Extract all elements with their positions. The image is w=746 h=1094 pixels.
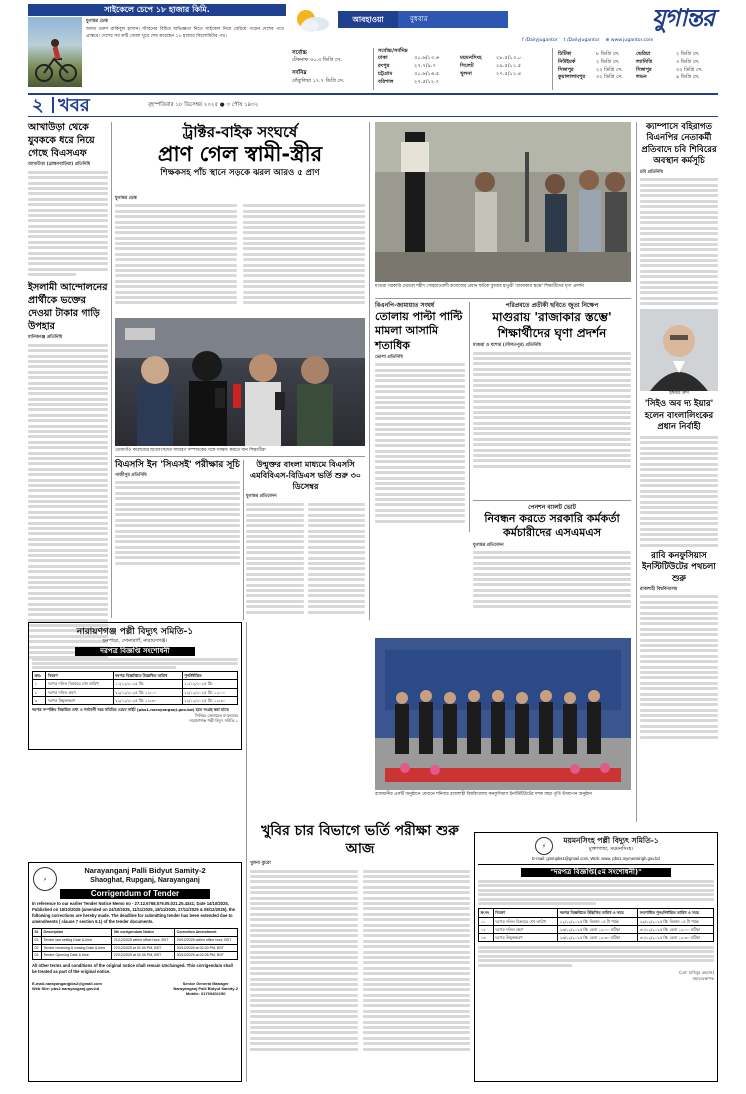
ad2-logo: ⚡ [33, 867, 57, 891]
world-city-name: ভেরিয়া [636, 51, 651, 57]
city-name: বরিশাল [378, 79, 394, 86]
ad3-email: E-mail: gmmpbs1@gmail.com, Web: www. pbs1.mymensingh.gov.bd [478, 856, 714, 865]
story10-title: রাবি কনফুসিয়াস ইনস্টিটিউটের পথচলা শুরু [642, 550, 716, 584]
story1-title: আখাউড়া থেকে যুবককে ধরে নিয়ে গেছে বিএসএফ [28, 122, 95, 159]
world-temps [558, 51, 718, 81]
ceremony-photo [375, 638, 631, 790]
ceo-caption: ইঙ্গমার দ্রুস [669, 391, 689, 397]
ad1-signer: সিনিয়র জেনারেল ম্যানেজার নারায়ণগঞ্জ পল্লী বিদ্যুৎ সমিতি-১ [189, 712, 238, 724]
ad2-org: Narayanganj Palli Bidyut Samity-2 [84, 866, 206, 875]
table-cell: Tender Opening Date & time [41, 952, 111, 960]
table-cell: ২২/১২/২০২৫ খ্রি: ১২:০০ [113, 688, 182, 696]
city-grid [378, 55, 548, 86]
story5-byline: ভোলা প্রতিনিধি [375, 354, 403, 360]
city-temp: ২৭.৭/৯.৭ [414, 63, 436, 70]
story8-byline: চবি প্রতিনিধি [640, 169, 664, 175]
ad1-title [75, 647, 195, 656]
story2-byline: মানিকগঞ্জ প্রতিনিধি [28, 335, 63, 341]
table-cell: ২২/১২/২০২৫ খ্রি: ১২:৩০ [113, 696, 182, 704]
story4-title: উন্মুক্তর বাংলা মাধ্যমে বিএসসি এমবিবিএস-বিডিএস ভর্তি শুরু ৩০ ডিসেম্বর [249, 460, 362, 491]
temps-head: সর্বোচ্চ/সর্বনিম্ন [378, 48, 408, 54]
ad3-table [478, 908, 714, 942]
table-cell: 22/12/2025 at 02.05 PM, BST [112, 952, 175, 960]
photo2-caption: মাগুরা সরকারি মেডেল শহীদ সোহরাওয়ার্দী কলেজের প্রধান ফটকে বুধবার হাতুরী 'রাজাকার স্তম্ভে' শিক্ষার্থীদের ঘৃণা প্রদর্শন [375, 284, 584, 289]
table-cell: দরপত্র দলিল গ্রহণ [46, 688, 113, 696]
story6-title: মাগুরায় 'রাজাকার স্তম্ভে' শিক্ষার্থীদের ঘৃণা প্রদর্শন [492, 310, 612, 340]
story3-byline: গাজীপুর প্রতিনিধি [115, 472, 147, 478]
promo-title-bar [28, 4, 286, 16]
story4-byline: যুগান্তর প্রতিবেদন [246, 494, 277, 500]
table-row [479, 933, 714, 941]
table-cell: Tender receiving & closing Date & time [41, 944, 111, 952]
table-cell: ৩ [33, 696, 46, 704]
table-cell: 21/12/2025 within office hour, BST [112, 936, 175, 944]
table-header-cell: বিবরণ [46, 672, 113, 680]
world-city-name: ল্যানিতি [636, 58, 653, 65]
world-city-temp: ৮ ডিগ্রি সে. [596, 51, 620, 57]
max-value: টেকনাফ ৩০.৩ ডিগ্রি সে. [292, 57, 342, 64]
social-row [522, 38, 718, 44]
city-name: ঢাকা [378, 55, 388, 62]
story2-title: ইসলামী আন্দোলনের প্রার্থীকে ভক্তের দেওয়া টাকার গাড়ি উপহার [28, 282, 108, 332]
story1-body [28, 171, 108, 276]
table-header-row [479, 909, 714, 917]
story10-byline: রাজশাহী বিশ্ববিদ্যালয় [640, 587, 678, 593]
section-name: খবর [58, 95, 90, 116]
ad2-table [32, 928, 238, 960]
table-cell: 02 [33, 944, 42, 952]
city-name: চট্টগ্রাম [378, 71, 393, 78]
table-row [33, 680, 238, 688]
day-label-text: বুধবার [410, 15, 428, 23]
table-cell: দরপত্র দলিল গ্রহণ [493, 925, 557, 933]
table-cell: 01 [33, 936, 42, 944]
facebook-icon[interactable]: f /DailyJugantor [522, 38, 558, 43]
table-cell: ১১/১২/২০২৫ খ্রি: [113, 680, 182, 688]
table-cell: 22/12/2025 at 02.00 PM, BST [112, 944, 175, 952]
ad2-intro: In reference to our earlier Tender Notice Memo no - 27.12.6768.579.05.021.25.4341; Date 14/10/2025, Published on 15/10/2025 (amended on 24/10/2025, 11/11/2025, 18/11/2025, 27/11/2025 & 08/12/2025), the following corrections are hereby made. The deadline for submitting tender has been extended due to amendments ( clause 7 section 6.1) of the tender documents. [32, 901, 235, 924]
table-cell: 03 [33, 952, 42, 960]
lead-kicker: ট্রাক্টর-বাইক সংঘর্ষে [182, 123, 298, 141]
story3-title: বিএসসি ইন 'সিএসই' পরীক্ষার সূচি [115, 460, 240, 470]
story7-title: নিবন্ধন করতে সরকারি কর্মকর্তা কর্মচারীদের এসএমএস [484, 512, 620, 540]
table-row [479, 925, 714, 933]
sun-cloud-icon [292, 6, 332, 34]
table-header-cell: Correction Amendment [175, 928, 238, 936]
promo-text: অদম্য তরুণ রাকিবুল হাসান। জীবনের বিচিত্র অভিজ্ঞতা নিতে সাইকেল নিয়ে বেরিয়ে পড়েন দেশের পথে প্রান্তরে। দেশের সব কটি জেলা ঘুরে শেষ করেছেন ১৮ হাজার কিলোমিটার পথ। [86, 27, 284, 40]
weather-table [290, 48, 718, 90]
table-cell: ০৩ [479, 933, 494, 941]
city-name: রংপুর [378, 63, 390, 70]
date-line: বৃহস্পতিবার ১৮ ডিসেম্বর ২০২৫ ● ৩ পৌষ ১৪৩২ [148, 102, 259, 108]
ad3-title [521, 868, 671, 877]
lead-byline: যুগান্তর ডেস্ক [115, 196, 137, 201]
ad1-note: দরপত্র সম্পর্কিত বিস্তারিত তথ্য ও শর্তাবলী অত্র সমিতির ওয়েব সাইট (pbs1.narayanganj.gov.bd) হতে সংগ্রহ করা যাবে। [32, 706, 230, 712]
city-temps [378, 48, 548, 86]
web-icon[interactable]: ⊕ www.jugantor.com [605, 38, 654, 43]
world-city-name: কুয়ালালামপুর [558, 74, 586, 81]
story6-kicker: পরিপ্রবতে প্রতীকী ছবিতে জুতা নিক্ষেপ [505, 302, 599, 309]
photo3-caption: রাজধানীর একটি অনুষ্ঠানে যেখানে শনিবার রাজশাহী বিশ্ববিদ্যালয় কনফুসিয়াস ইনস্টিটিউটের দশক বছর পূর্তি উদযাপন অনুষ্ঠান [375, 792, 592, 797]
press-crowd-photo [115, 318, 365, 446]
lead-subtitle: শিক্ষকসহ পাঁচ স্থানে সড়কে ঝরল আরও ৫ প্রাণ [160, 168, 320, 179]
story7 [473, 504, 631, 614]
lead-story [115, 122, 365, 179]
ad-narayanganj-pbs2 [28, 862, 242, 1082]
world-city-temp: ৩২ ডিগ্রি সে. [676, 66, 703, 73]
table-row [33, 936, 238, 944]
table-row [33, 944, 238, 952]
table-cell: ০১ [479, 917, 494, 925]
table-cell: ২২/১২/২০২৫ খ্রি: ১২:০০ [182, 688, 237, 696]
table-cell: ২ [33, 688, 46, 696]
city-name: খুলনা [460, 71, 472, 78]
world-city-temp: ৩২ ডিগ্রি সে. [596, 74, 623, 81]
story5 [375, 302, 465, 532]
weather-label [338, 11, 398, 28]
story6-byline: মাগুরা ও যশোর (দৌলতপুর) প্রতিনিধি [473, 343, 541, 349]
world-city-name: লন্ডন [636, 74, 647, 81]
promo-byline: যুগান্তর ডেস্ক [86, 19, 108, 24]
story9-title: 'সিইও অব দ্য ইয়ার' হলেন বাংলালিংকের প্রধান নির্বাহী [644, 399, 714, 433]
ad3-signer: (মো: হাবিবুর রহমান) মহাব্যবস্থাপক [679, 969, 714, 981]
lead-title: প্রাণ গেল স্বামী-স্ত্রীর [157, 142, 323, 167]
right-column [640, 122, 718, 822]
protest-photo [375, 122, 631, 282]
world-city-temp: ৩ ডিগ্রি সে. [676, 58, 700, 65]
photo1-caption: তেজগাঁও কলেজের ছাত্রসংসদের সাধারণ সম্পাদকের সঙ্গে সাক্ষাৎ করতে যান শিক্ষার্থীরা [115, 448, 266, 453]
table-header-cell: Sl. [33, 928, 42, 936]
ad2-address: Shaoghat, Rupganj, Narayanganj [90, 877, 200, 885]
table-header-cell: Description [41, 928, 111, 936]
weather-header [290, 3, 718, 43]
world-city-temp: ২২ ডিগ্রি সে. [596, 66, 623, 73]
story6 [473, 302, 631, 502]
table-cell: ১ [33, 680, 46, 688]
story5-title: তোলায় পাল্টা পাল্টি মামলা আসামি শতাধিক [375, 310, 463, 352]
city-name: ময়মনসিংহ [460, 55, 482, 62]
table-row [479, 917, 714, 925]
ceo-portrait-photo [640, 309, 718, 391]
ad3-org: ময়মনসিংহ পল্লী বিদ্যুৎ সমিতি-১ [563, 836, 659, 845]
story11 [250, 822, 470, 1084]
city-temp: ৩০.৬/১৩.৬ [414, 55, 440, 62]
city-temp: ২৭.৫/১২.৭ [414, 79, 440, 86]
ad1-title-text: দরপত্র বিজ্ঞপ্তি সংশোধনী [100, 646, 170, 655]
ad3-logo: ⚡ [535, 837, 553, 855]
table-header-cell: পুনর্নির্ধারিত [182, 672, 237, 680]
table-cell: ৩০/১২/২০২৫ খ্রি: বেলা ১২:৩০ ঘটিকা [638, 933, 714, 941]
table-header-row [33, 928, 238, 936]
table-row [33, 696, 238, 704]
ad2-outro: All other terms and conditions of the original notice shall remain Unchanged. This corrigendum shall be treated as part of the original notice. [32, 963, 233, 974]
ad2-title [60, 889, 210, 900]
world-city-temp: ২ ডিগ্রি সে. [596, 58, 620, 65]
table-header-cell: দরপত্র বিজ্ঞপ্তিতে উল্লেখিত তারিখ [113, 672, 182, 680]
table-header-cell: সংশোধিত পুনঃনির্ধারিত তারিখ ও সময় [638, 909, 714, 917]
table-cell: ২৩/১২/২০২৫ খ্রি: বেলা ১২:০০ ঘটিকা [558, 925, 638, 933]
table-cell: ২২/১২/২০২৫ খ্রি: বিকাল ০৫ টা পর্যন্ত [558, 917, 638, 925]
table-cell: ২৯/১২/২০২৫ খ্রি: বিকাল ০৫ টা পর্যন্ত [638, 917, 714, 925]
table-cell: Tender last selling Date & time [41, 936, 111, 944]
ad2-web: Web Site: pbs2.narayanganj.gov.bd [32, 985, 100, 991]
max-label: সর্বোচ্চ [292, 50, 307, 56]
page-number: ২ [32, 95, 44, 116]
weather-label-text: আবহাওয়া [352, 15, 384, 24]
table-cell: দরপত্র দলিল বিক্রয়ের শেষ তারিখ [46, 680, 113, 688]
left-column [28, 122, 108, 618]
logo: যুগান্তর [651, 3, 714, 32]
table-cell: দরপত্র দলিল বিক্রয়ের শেষ তারিখ [493, 917, 557, 925]
table-header-cell: ক্রম: [33, 672, 46, 680]
table-cell: দরপত্র উন্মুক্তকরণ [46, 696, 113, 704]
ad1-address: চনপাড়া, সোনারগাঁ, নারায়ণগঞ্জ। [102, 638, 168, 645]
city-temp: ২৯.৫/১২.৫ [496, 63, 522, 70]
table-cell: ২৩/১২/২০২৫ খ্রি: বেলা ১২:৩০ ঘটিকা [558, 933, 638, 941]
day-label [398, 11, 508, 28]
promo-title: সাইকেলে চেপে ১৮ হাজার কিমি. [104, 5, 210, 14]
table-header-cell: দরপত্র বিজ্ঞপ্তিতে উল্লিখিত তারিখ ও সময় [558, 909, 638, 917]
world-city-temp: ২ ডিগ্রি সে. [676, 51, 700, 57]
table-header-cell: ক্র.নং [479, 909, 494, 917]
fb-handle: /DailyJugantor [525, 38, 558, 43]
world-city-temp: ৯ ডিগ্রি সে. [676, 74, 700, 81]
page-strip [28, 93, 718, 117]
table-cell: ২২/১২/২০২৫ খ্রি: ১২:৩০ [182, 696, 237, 704]
twitter-icon[interactable]: t /DailyJugantor [563, 38, 600, 43]
ad1-table [32, 671, 238, 705]
table-cell: 29/12/2025 within office hour, BST [175, 936, 238, 944]
ad2-signer: Senior General Manager Narayanganj Palli Bidyut Samity-2 Mobile: 01769402150 [173, 980, 238, 997]
world-city-name: সিঙ্গাপুর [636, 66, 652, 73]
story4 [246, 460, 365, 620]
world-city-name: সিঙ্গাপুর [558, 66, 574, 73]
table-header-row [33, 672, 238, 680]
table-cell: ২১/১২/২০২৫ খ্রি: [182, 680, 237, 688]
website-link: www.jugantor.com [610, 38, 654, 43]
promo-box [28, 4, 286, 87]
table-header-cell: বিবরণ [493, 909, 557, 917]
table-cell: 30/12/2025 at 02.00 PM, BST [175, 944, 238, 952]
table-cell: 30/12/2025 at 02.05 PM, BST [175, 952, 238, 960]
ad3-title-text: "দরপত্র বিজ্ঞপ্তি(৫ম সংশোধনী)" [550, 867, 642, 876]
ad2-email: E-mail-narayanganjpbs2@gmail.com [32, 980, 102, 986]
story7-kicker: পেনশন ব্যালট ভোট [528, 504, 576, 511]
story3 [115, 460, 240, 570]
story11-byline: খুলনা ব্যুরো [250, 861, 271, 867]
min-label: সর্বনিম্ন [292, 70, 307, 77]
ad1-org: নারায়ণগঞ্জ পল্লী বিদ্যুৎ সমিতি-১ [76, 627, 194, 637]
table-row [33, 952, 238, 960]
table-header-cell: 5th corrigendum Notice [112, 928, 175, 936]
masthead [28, 4, 718, 91]
city-temp: ২৮.৫/১৩.০ [496, 55, 522, 62]
table-cell: দরপত্র উন্মুক্তকরণ [493, 933, 557, 941]
lead-body [115, 196, 365, 314]
story5-kicker: বিএনপি-জামায়াত সংঘর্ষ [375, 302, 435, 309]
world-city-name: ঢিটিকা [558, 51, 572, 57]
tw-handle: /DailyJugantor [566, 38, 600, 43]
table-cell: ০২ [479, 925, 494, 933]
city-temp: ৩০.৬/১৬.৫ [414, 71, 440, 78]
ad-narayanganj-pbs1 [28, 622, 242, 750]
story8-title: ক্যাম্পাসে বহিরাগত বিএনপির নেতাকর্মী প্রতিবাদে চবি শিবিরের অবস্থান কর্মসূচি [641, 122, 717, 167]
city-name: সিলেট [460, 63, 474, 70]
story1-byline: আখাউড়া (ব্রাহ্মণবাড়িয়া) প্রতিনিধি [28, 162, 91, 168]
story7-byline: যুগান্তর প্রতিবেদন [473, 542, 504, 548]
table-row [33, 688, 238, 696]
min-value: তেঁতুলিয়া ১৭.৭ ডিগ্রি সে. [292, 77, 345, 84]
max-min-block [292, 50, 370, 84]
ad2-title-text: Corrigendum of Tender [90, 888, 180, 898]
table-cell: ৩০/১২/২০২৫ খ্রি: বেলা ১২:০০ ঘটিকা [638, 925, 714, 933]
story11-title: খুবির চার বিভাগে ভর্তি পরীক্ষা শুরু আজ [261, 823, 459, 858]
story2-body [28, 344, 108, 660]
cyclist-icon [28, 17, 82, 87]
promo-cyclist-photo [28, 17, 82, 87]
ad-mymensingh-pbs1 [474, 832, 718, 1082]
ad3-address: মুক্তাগাছা, ময়মনসিংহ। [588, 846, 634, 853]
city-temp: ২৭.৫/১২.৪ [496, 71, 522, 78]
world-city-name: নিউইয়র্ক [558, 58, 576, 65]
